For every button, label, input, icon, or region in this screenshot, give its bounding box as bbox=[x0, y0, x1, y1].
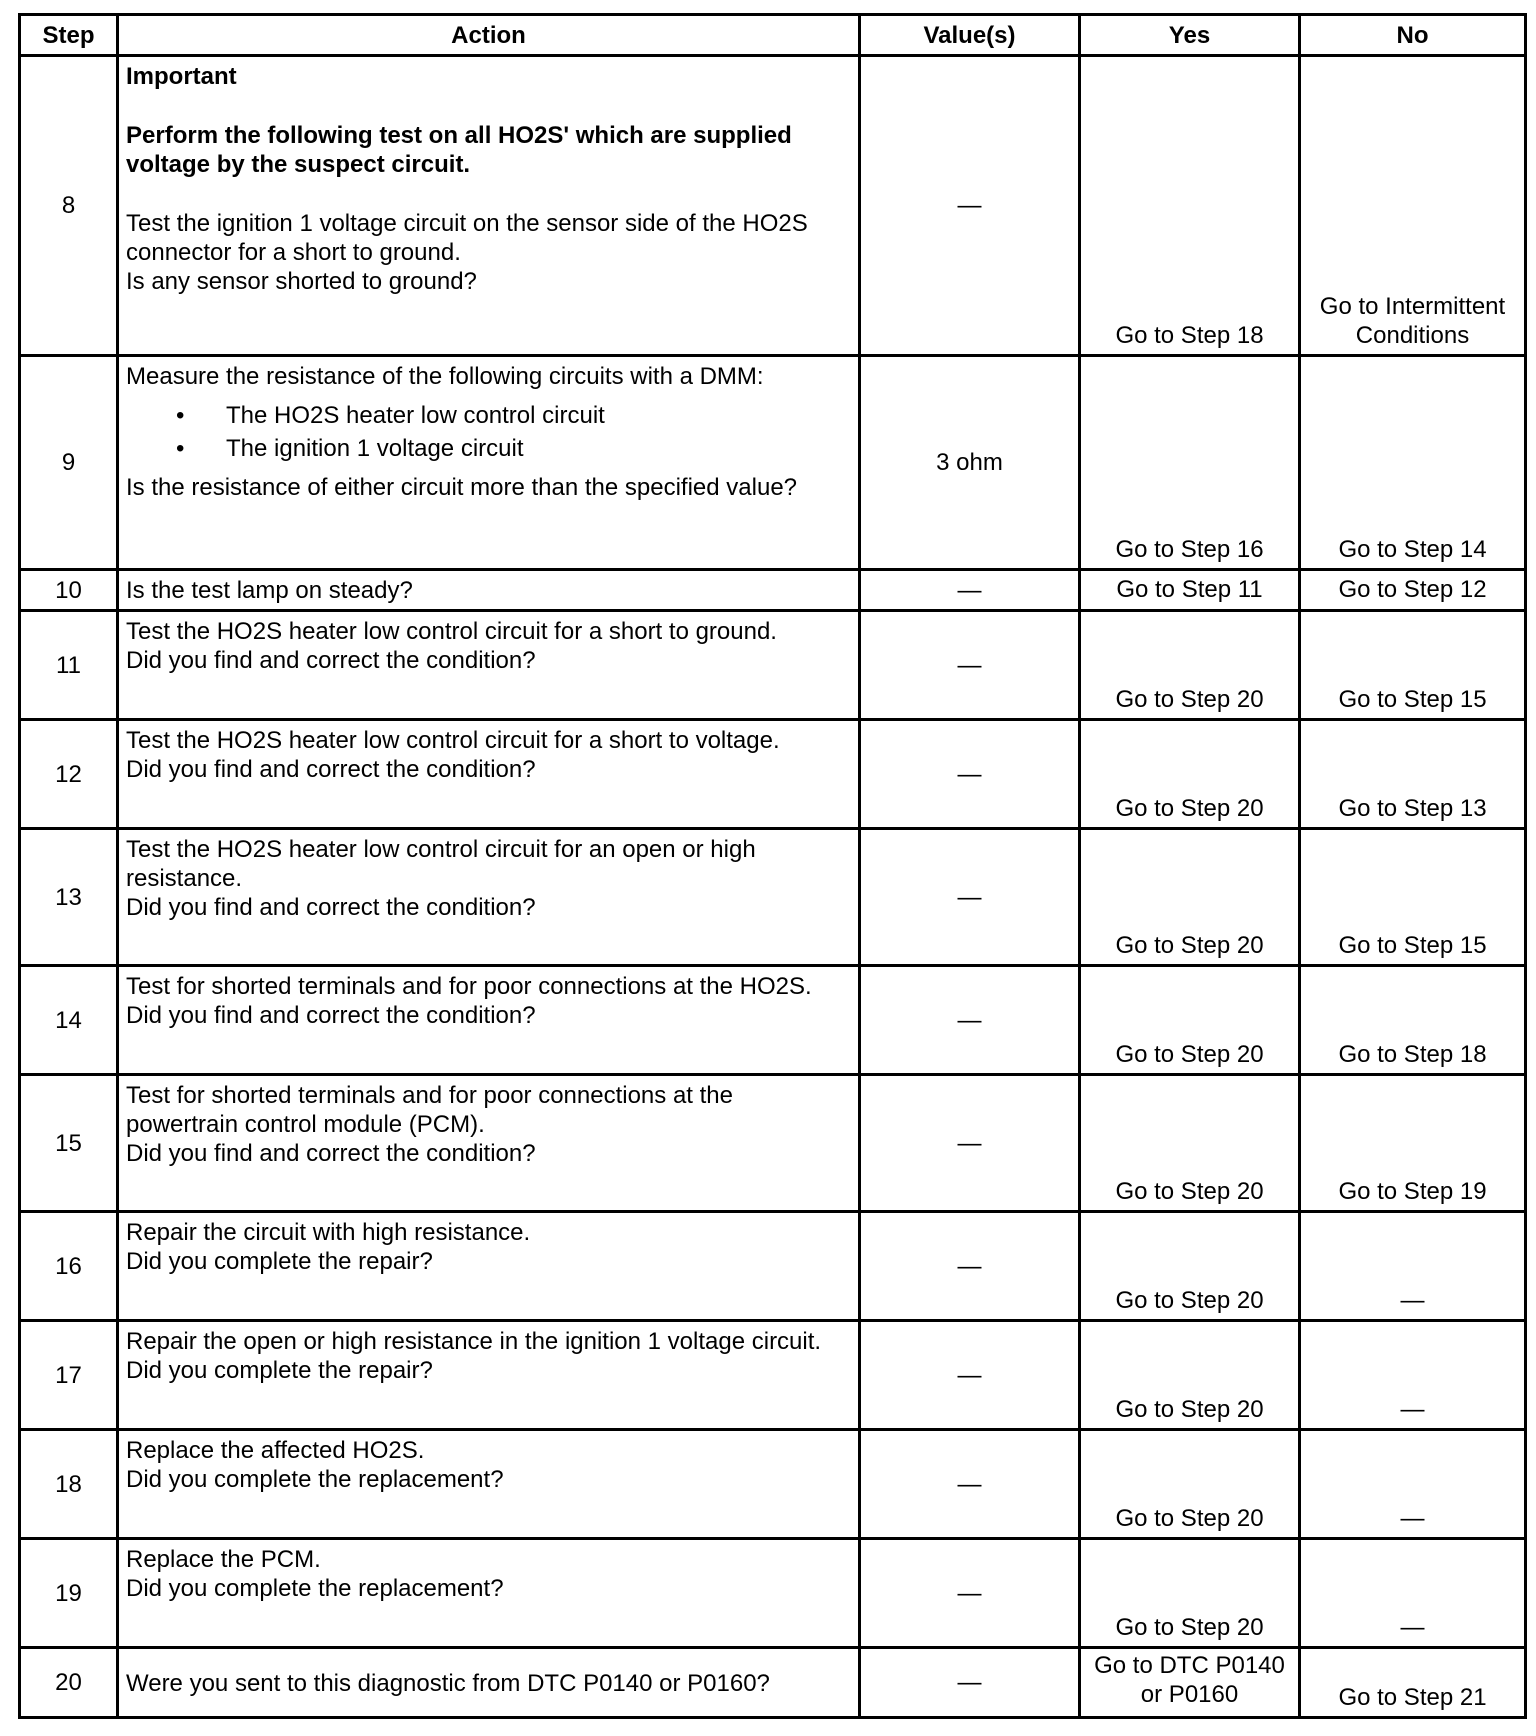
action-instruction: Replace the PCM. bbox=[126, 1546, 321, 1573]
action-cell bbox=[118, 611, 860, 720]
table-row-step-14 bbox=[20, 966, 1526, 1075]
action-question: Did you complete the replacement? bbox=[126, 1466, 504, 1493]
value-cell: 3 ohm bbox=[860, 356, 1080, 570]
action-instruction: Test for shorted terminals and for poor connections at the HO2S. bbox=[126, 973, 812, 1000]
action-cell bbox=[118, 1075, 860, 1212]
step-number: 15 bbox=[20, 1075, 118, 1212]
table-row-step-15 bbox=[20, 1075, 1526, 1212]
action-instruction: Replace the affected HO2S. bbox=[126, 1437, 425, 1464]
step-number: 17 bbox=[20, 1321, 118, 1430]
no-cell: Go to Step 14 bbox=[1300, 356, 1526, 570]
action-question: Did you complete the repair? bbox=[126, 1357, 433, 1384]
value-cell: — bbox=[860, 56, 1080, 356]
action-question: Did you complete the repair? bbox=[126, 1248, 433, 1275]
no-cell: Go to Step 12 bbox=[1300, 570, 1526, 611]
step-number: 18 bbox=[20, 1430, 118, 1539]
step-number: 14 bbox=[20, 966, 118, 1075]
action-instruction: Test the HO2S heater low control circuit for an open or high resistance. bbox=[126, 836, 756, 892]
no-cell: Go to Step 19 bbox=[1300, 1075, 1526, 1212]
yes-cell: Go to Step 20 bbox=[1080, 1430, 1300, 1539]
action-question: Is the test lamp on steady? bbox=[118, 570, 860, 611]
step-number: 12 bbox=[20, 720, 118, 829]
action-question: Did you find and correct the condition? bbox=[126, 894, 536, 921]
step-number: 11 bbox=[20, 611, 118, 720]
action-cell bbox=[118, 1430, 860, 1539]
action-cell bbox=[118, 1321, 860, 1430]
action-question: Were you sent to this diagnostic from DTC P0140 or P0160? bbox=[118, 1648, 860, 1718]
header-no: No bbox=[1300, 15, 1526, 56]
yes-cell: Go to Step 20 bbox=[1080, 1212, 1300, 1321]
step-number: 10 bbox=[20, 570, 118, 611]
list-item: • The HO2S heater low control circuit bbox=[226, 401, 850, 430]
value-cell: — bbox=[860, 611, 1080, 720]
no-cell: Go to Intermittent Conditions bbox=[1300, 56, 1526, 356]
no-cell: — bbox=[1300, 1539, 1526, 1648]
action-question: Did you find and correct the condition? bbox=[126, 647, 536, 674]
value-cell: — bbox=[860, 1430, 1080, 1539]
action-question: Did you find and correct the condition? bbox=[126, 1002, 536, 1029]
yes-cell: Go to Step 20 bbox=[1080, 1539, 1300, 1648]
yes-cell: Go to Step 20 bbox=[1080, 1075, 1300, 1212]
no-cell: — bbox=[1300, 1430, 1526, 1539]
action-instruction: Test the HO2S heater low control circuit for a short to ground. bbox=[126, 618, 777, 645]
no-cell: Go to Step 18 bbox=[1300, 966, 1526, 1075]
yes-cell: Go to Step 20 bbox=[1080, 1321, 1300, 1430]
action-instruction: Test the HO2S heater low control circuit for a short to voltage. bbox=[126, 727, 780, 754]
action-cell bbox=[118, 829, 860, 966]
action-cell bbox=[118, 356, 860, 570]
no-cell: — bbox=[1300, 1212, 1526, 1321]
value-cell: — bbox=[860, 570, 1080, 611]
header-step: Step bbox=[20, 15, 118, 56]
action-question: Did you find and correct the condition? bbox=[126, 756, 536, 783]
no-cell: Go to Step 15 bbox=[1300, 611, 1526, 720]
action-instruction: Repair the circuit with high resistance. bbox=[126, 1219, 531, 1246]
important-label: Important bbox=[126, 63, 237, 90]
header-yes: Yes bbox=[1080, 15, 1300, 56]
action-instruction: Test the ignition 1 voltage circuit on the sensor side of the HO2S connector for a short to ground. bbox=[126, 210, 808, 266]
yes-cell: Go to Step 20 bbox=[1080, 966, 1300, 1075]
step-number: 9 bbox=[20, 356, 118, 570]
no-cell: Go to Step 21 bbox=[1300, 1648, 1526, 1718]
no-cell: Go to Step 13 bbox=[1300, 720, 1526, 829]
step-number: 19 bbox=[20, 1539, 118, 1648]
diagnostic-table-container bbox=[18, 13, 1524, 1719]
value-cell: — bbox=[860, 1212, 1080, 1321]
action-question: Is the resistance of either circuit more than the specified value? bbox=[126, 474, 798, 501]
yes-cell: Go to Step 16 bbox=[1080, 356, 1300, 570]
action-cell bbox=[118, 720, 860, 829]
table-row-step-12 bbox=[20, 720, 1526, 829]
no-cell: — bbox=[1300, 1321, 1526, 1430]
action-instruction: Measure the resistance of the following circuits with a DMM: bbox=[126, 363, 764, 390]
step-number: 20 bbox=[20, 1648, 118, 1718]
step-number: 13 bbox=[20, 829, 118, 966]
value-cell: — bbox=[860, 829, 1080, 966]
header-values: Value(s) bbox=[860, 15, 1080, 56]
header-action: Action bbox=[118, 15, 860, 56]
action-instruction: Repair the open or high resistance in the ignition 1 voltage circuit. bbox=[126, 1328, 822, 1355]
yes-cell: Go to Step 11 bbox=[1080, 570, 1300, 611]
value-cell: — bbox=[860, 1321, 1080, 1430]
action-instruction: Test for shorted terminals and for poor connections at the powertrain control module (PCM). bbox=[126, 1082, 733, 1138]
table-row-step-20 bbox=[20, 1648, 1526, 1718]
action-cell bbox=[118, 56, 860, 356]
table-row-step-9 bbox=[20, 356, 1526, 570]
value-cell: — bbox=[860, 1648, 1080, 1718]
diagnostic-table bbox=[18, 13, 1527, 1719]
table-row-step-10 bbox=[20, 570, 1526, 611]
yes-cell: Go to Step 20 bbox=[1080, 720, 1300, 829]
step-number: 8 bbox=[20, 56, 118, 356]
no-cell: Go to Step 15 bbox=[1300, 829, 1526, 966]
action-question: Did you complete the replacement? bbox=[126, 1575, 504, 1602]
table-row-step-17 bbox=[20, 1321, 1526, 1430]
action-question: Is any sensor shorted to ground? bbox=[126, 268, 477, 295]
value-cell: — bbox=[860, 1539, 1080, 1648]
value-cell: — bbox=[860, 966, 1080, 1075]
table-row-step-19 bbox=[20, 1539, 1526, 1648]
table-row-step-8 bbox=[20, 56, 1526, 356]
value-cell: — bbox=[860, 1075, 1080, 1212]
circuit-list bbox=[126, 401, 850, 463]
action-question: Did you find and correct the condition? bbox=[126, 1140, 536, 1167]
step-number: 16 bbox=[20, 1212, 118, 1321]
value-cell: — bbox=[860, 720, 1080, 829]
action-cell bbox=[118, 1212, 860, 1321]
action-cell bbox=[118, 1539, 860, 1648]
action-cell bbox=[118, 966, 860, 1075]
table-row-step-18 bbox=[20, 1430, 1526, 1539]
yes-cell: Go to Step 20 bbox=[1080, 829, 1300, 966]
table-row-step-13 bbox=[20, 829, 1526, 966]
header-row bbox=[20, 15, 1526, 56]
list-item: • The ignition 1 voltage circuit bbox=[226, 434, 850, 463]
yes-cell: Go to Step 18 bbox=[1080, 56, 1300, 356]
important-text: Perform the following test on all HO2S' which are supplied voltage by the suspect circuit. bbox=[126, 122, 792, 178]
yes-cell: Go to DTC P0140 or P0160 bbox=[1080, 1648, 1300, 1718]
yes-cell: Go to Step 20 bbox=[1080, 611, 1300, 720]
table-row-step-16 bbox=[20, 1212, 1526, 1321]
table-row-step-11 bbox=[20, 611, 1526, 720]
